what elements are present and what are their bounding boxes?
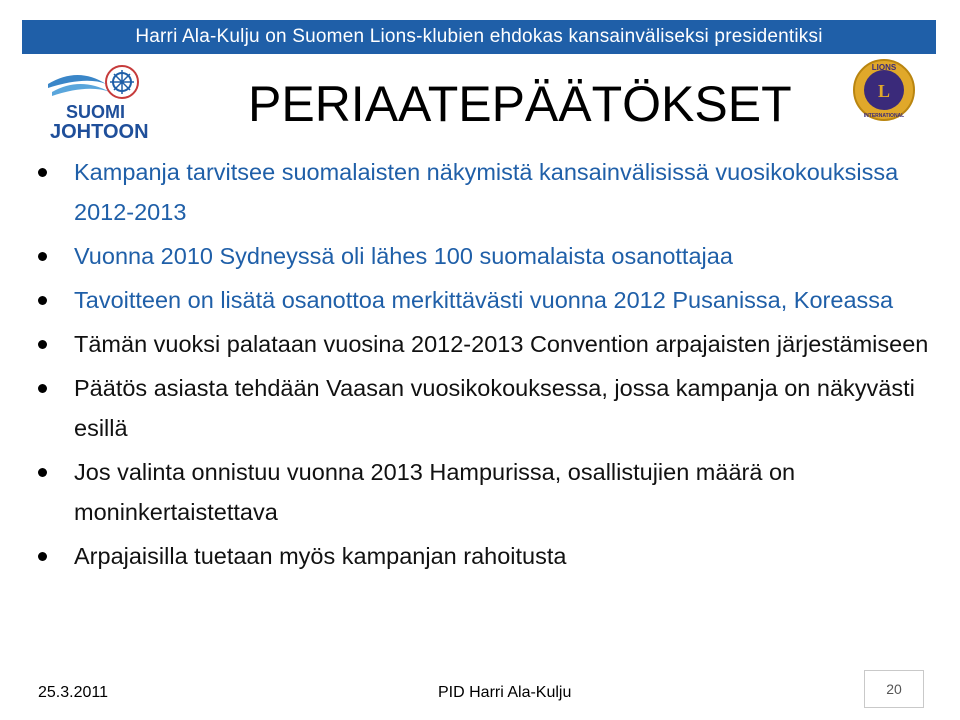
bullet-text: Tavoitteen on lisätä osanottoa merkittävästi vuonna 2012 Pusanissa, Koreassa <box>74 287 894 313</box>
bullet-item-3 <box>38 280 938 320</box>
bullet-dot <box>38 168 47 177</box>
bullet-text: Arpajaisilla tuetaan myös kampanjan rahoitusta <box>74 543 567 569</box>
bullet-dot <box>38 552 47 561</box>
bullet-item-6 <box>38 452 938 532</box>
logo-text-suomi: SUOMI <box>66 102 126 122</box>
bullet-item-7 <box>38 536 938 576</box>
suomi-johtoon-logo <box>38 62 198 142</box>
lions-international-logo <box>852 58 916 122</box>
bullet-dot <box>38 340 47 349</box>
bullet-list <box>38 152 938 580</box>
lions-letter: L <box>877 81 891 101</box>
bullet-item-2 <box>38 236 938 276</box>
bullet-dot <box>38 252 47 261</box>
bullet-text: Tämän vuoksi palataan vuosina 2012-2013 Convention arpajaisten järjestämiseen <box>74 331 929 357</box>
header-banner <box>22 20 936 54</box>
bullet-item-5 <box>38 368 938 448</box>
bullet-item-4 <box>38 324 938 364</box>
footer-date: 25.3.2011 <box>38 684 108 701</box>
bullet-text: Jos valinta onnistuu vuonna 2013 Hampurissa, osallistujien määrä on moninkertaistettava <box>74 459 796 525</box>
bullet-text: Päätös asiasta tehdään Vaasan vuosikokouksessa, jossa kampanja on näkyvästi esillä <box>74 375 915 441</box>
page-number-text: 20 <box>886 681 902 697</box>
logo-text-johtoon: JOHTOON <box>50 121 149 142</box>
lions-top-text: LIONS <box>871 63 897 72</box>
lions-bottom-text: INTERNATIONAL <box>863 113 905 119</box>
bullet-dot <box>38 468 47 477</box>
bullet-item-1 <box>38 152 938 232</box>
bullet-dot <box>38 384 47 393</box>
bullet-text: Kampanja tarvitsee suomalaisten näkymistä kansainvälisissä vuosikokouksissa 2012-2013 <box>74 159 899 225</box>
page-number <box>864 670 924 708</box>
slide-title: PERIAATEPÄÄTÖKSET <box>248 76 792 132</box>
bullet-text: Vuonna 2010 Sydneyssä oli lähes 100 suomalaista osanottajaa <box>74 243 733 269</box>
footer-author: PID Harri Ala-Kulju <box>438 684 572 701</box>
bullet-dot <box>38 296 47 305</box>
banner-text: Harri Ala-Kulju on Suomen Lions-klubien ehdokas kansainväliseksi presidentiksi <box>135 26 823 47</box>
